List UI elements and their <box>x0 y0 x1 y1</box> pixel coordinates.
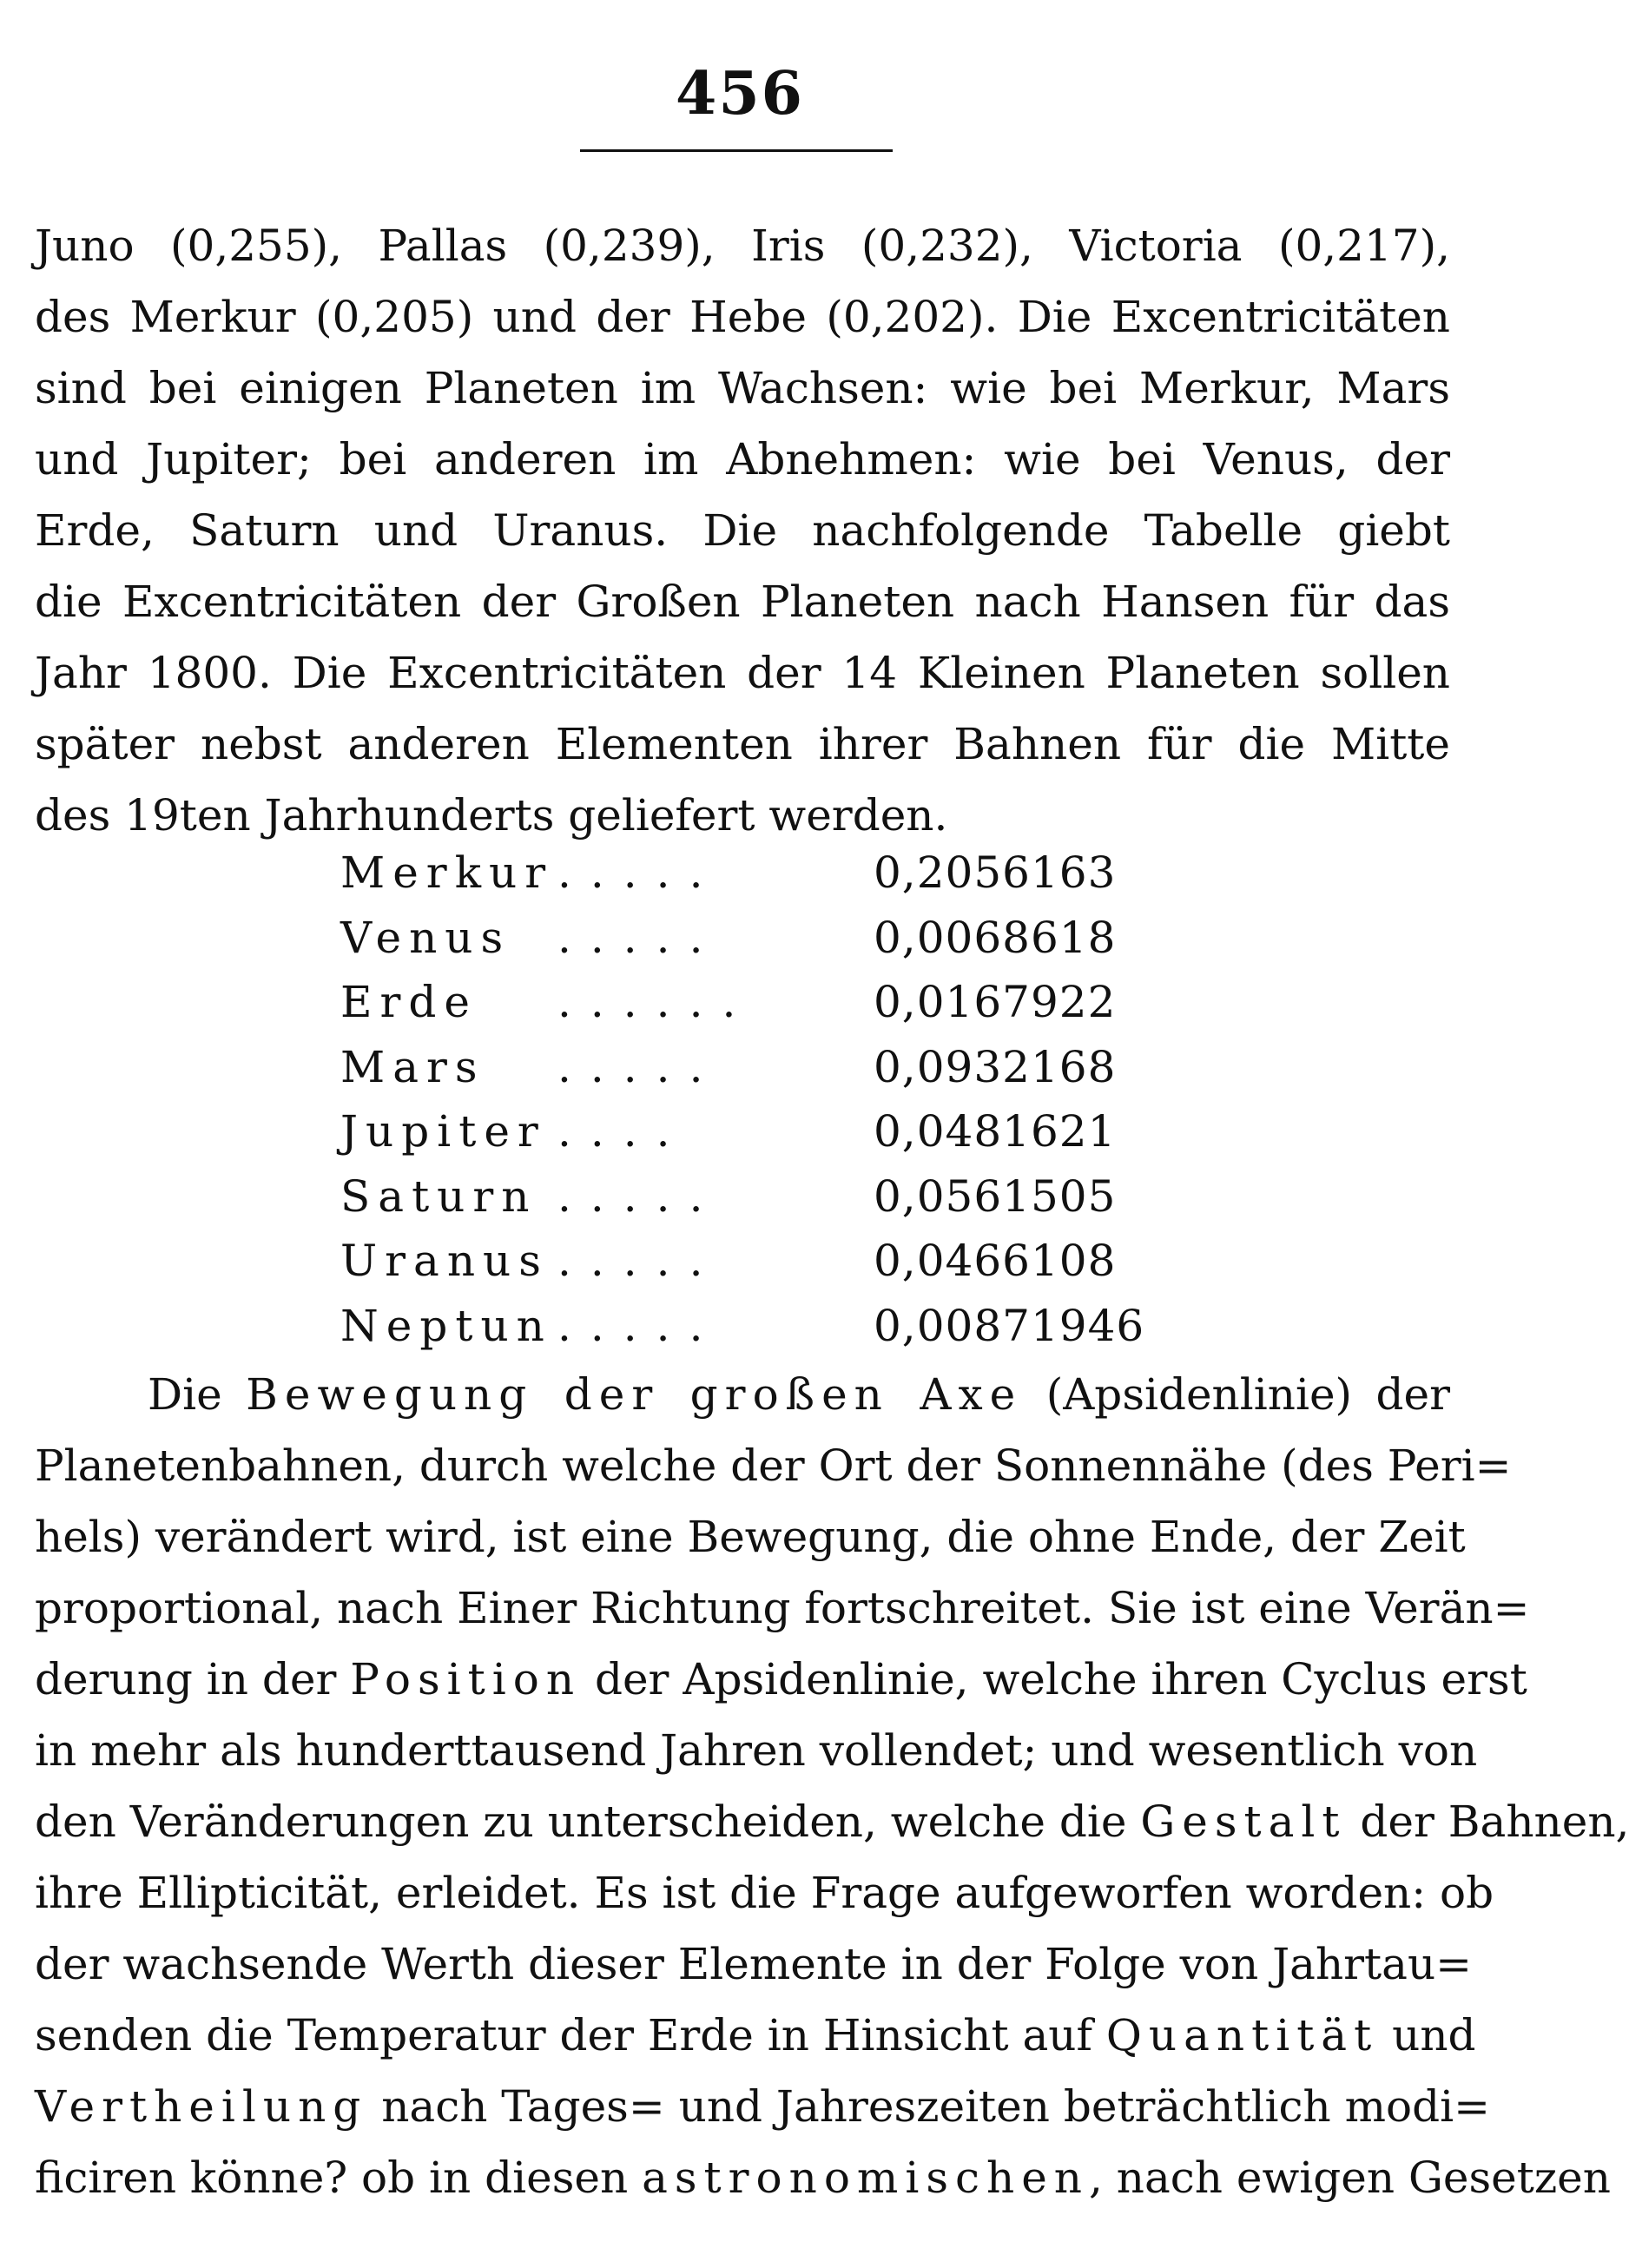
text-fragment: den Veränderungen zu unterscheiden, welche die <box>35 1797 1141 1847</box>
text-line: der wachsende Werth dieser Elemente in der Folge von Jahrtau= <box>35 1939 1473 1989</box>
spaced-emphasis: Position <box>350 1654 582 1704</box>
planet-name: Mars <box>340 1041 485 1092</box>
text-fragment: Die <box>148 1369 247 1420</box>
table-row <box>340 1236 1144 1301</box>
text-line: in mehr als hunderttausend Jahren vollendet; und wesentlich von <box>35 1725 1478 1776</box>
spaced-emphasis: Gestalt <box>1140 1797 1347 1847</box>
text-line: Planetenbahnen, durch welche der Ort der Sonnennähe (des Peri= <box>35 1441 1512 1491</box>
excentricity-value: 0,0561505 <box>874 1170 1117 1222</box>
planet-name: Jupiter <box>340 1106 546 1157</box>
excentricity-table <box>340 847 1144 1365</box>
table-row <box>340 977 1144 1042</box>
excentricity-value: 0,0068618 <box>874 912 1117 963</box>
text-line: proportional, nach Einer Richtung fortschreitet. Sie ist eine Verän= <box>35 1583 1530 1633</box>
text-fragment: der Bahnen, <box>1346 1797 1629 1847</box>
excentricity-value: 0,0167922 <box>874 977 1117 1027</box>
leader-dots: ..... <box>557 1300 722 1351</box>
table-row <box>340 1106 1144 1171</box>
table-row <box>340 1301 1144 1366</box>
text-line: sind bei einigen Planeten im Wachsen: wie bei Merkur, Mars <box>35 363 1450 413</box>
text-fragment: senden die Temperatur der Erde in Hinsicht auf <box>35 2010 1106 2060</box>
text-line: die Excentricitäten der Großen Planeten nach Hansen für das <box>35 577 1450 627</box>
text-line: ihre Ellipticität, erleidet. Es ist die Frage aufgeworfen worden: ob <box>35 1868 1494 1918</box>
paragraph-apsidal-motion <box>35 1359 1629 2213</box>
page-number: 456 <box>676 59 804 129</box>
text-line: Juno (0,255), Pallas (0,239), Iris (0,232), Victoria (0,217), <box>35 221 1450 271</box>
text-fragment: und <box>1378 2010 1476 2060</box>
excentricity-value: 0,0466108 <box>874 1236 1117 1286</box>
text-fragment: , nach ewigen Gesetzen <box>1089 2153 1611 2203</box>
planet-name: Merkur <box>340 847 554 898</box>
text-line <box>35 2071 1491 2142</box>
leader-dots: ..... <box>557 1041 722 1092</box>
leader-dots: ..... <box>557 847 722 898</box>
text-line <box>35 1786 1629 1857</box>
excentricity-value: 0,2056163 <box>874 847 1117 898</box>
text-fragment: (Apsidenlinie) der <box>1022 1369 1450 1420</box>
text-line: und Jupiter; bei anderen im Abnehmen: wie bei Venus, der <box>35 434 1450 485</box>
excentricity-value: 0,0481621 <box>874 1106 1117 1157</box>
leader-dots: ..... <box>557 912 722 963</box>
excentricity-value: 0,0932168 <box>874 1041 1117 1092</box>
excentricity-value: 0,00871946 <box>874 1300 1145 1351</box>
planet-name: Venus <box>340 912 511 963</box>
text-line: des Merkur (0,205) und der Hebe (0,202). Die Excentricitäten <box>35 292 1450 342</box>
text-line: später nebst anderen Elementen ihrer Bahnen für die Mitte <box>35 719 1450 769</box>
table-row <box>340 1171 1144 1236</box>
leader-dots: .... <box>557 1106 689 1157</box>
leader-dots: ...... <box>557 977 755 1027</box>
leader-dots: ..... <box>557 1170 722 1222</box>
leader-dots: ..... <box>557 1236 722 1286</box>
spaced-emphasis: astronomischen <box>642 2153 1089 2203</box>
planet-name: Uranus <box>340 1236 549 1286</box>
text-line <box>35 1359 1450 1430</box>
table-row <box>340 1042 1144 1107</box>
spaced-emphasis: Bewegung der großen Axe <box>246 1369 1023 1420</box>
text-fragment: derung in der <box>35 1654 351 1704</box>
header-rule <box>580 149 893 152</box>
text-fragment: der Apsidenlinie, welche ihren Cyclus erst <box>581 1654 1527 1704</box>
planet-name: Erde <box>340 977 478 1027</box>
table-row <box>340 847 1144 913</box>
text-fragment: ficiren könne? ob in diesen <box>35 2153 643 2203</box>
text-line <box>35 1644 1527 1715</box>
text-fragment: nach Tages= und Jahreszeiten beträchtlich modi= <box>367 2081 1491 2132</box>
planet-name: Saturn <box>340 1170 538 1222</box>
text-line <box>35 2142 1611 2213</box>
paragraph-excentricities <box>35 210 1450 851</box>
text-line <box>35 2000 1476 2071</box>
spaced-emphasis: Vertheilung <box>35 2081 368 2132</box>
text-line: des 19ten Jahrhunderts geliefert werden. <box>35 790 948 841</box>
text-line: Erde, Saturn und Uranus. Die nachfolgende Tabelle giebt <box>35 505 1450 556</box>
table-row <box>340 913 1144 978</box>
spaced-emphasis: Quantität <box>1105 2010 1379 2060</box>
text-line: Jahr 1800. Die Excentricitäten der 14 Kleinen Planeten sollen <box>35 648 1450 698</box>
planet-name: Neptun <box>340 1300 552 1351</box>
text-line: hels) verändert wird, ist eine Bewegung, die ohne Ende, der Zeit <box>35 1512 1466 1562</box>
